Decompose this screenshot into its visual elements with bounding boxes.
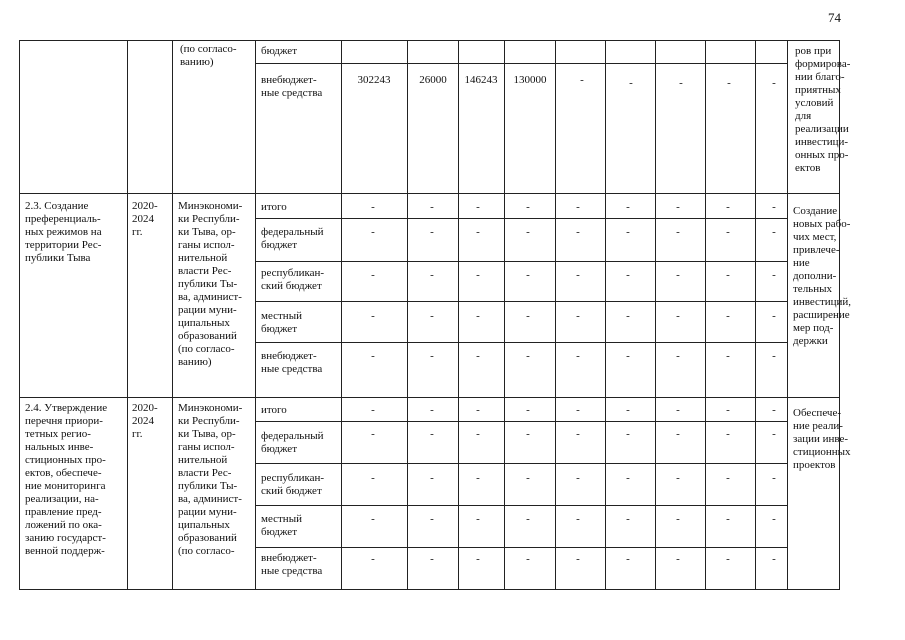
dash-cell: - — [626, 269, 630, 281]
dash-cell: - — [626, 201, 630, 213]
dash-cell: - — [772, 404, 776, 416]
dash-cell: - — [772, 77, 776, 89]
dash-cell: - — [430, 553, 434, 565]
dash-cell: - — [726, 310, 730, 322]
dash-cell: - — [526, 201, 530, 213]
dash-cell: - — [371, 350, 375, 362]
dash-cell: - — [676, 350, 680, 362]
value-cell: 302243 — [357, 74, 391, 86]
value-cell: 146243 — [464, 74, 498, 86]
dash-cell: - — [772, 310, 776, 322]
dash-cell: - — [371, 553, 375, 565]
dash-cell: - — [676, 553, 680, 565]
page-number: 74 — [828, 10, 841, 25]
dash-cell: - — [772, 269, 776, 281]
source-cell: местный бюджет — [261, 513, 302, 538]
dash-cell: - — [576, 350, 580, 362]
dash-cell: - — [476, 472, 480, 484]
dash-cell: - — [726, 201, 730, 213]
col-divider — [127, 41, 128, 589]
dash-cell: - — [371, 269, 375, 281]
dash-cell: - — [676, 472, 680, 484]
dash-cell: - — [430, 513, 434, 525]
dash-cell: - — [430, 350, 434, 362]
dash-cell: - — [371, 513, 375, 525]
dash-cell: - — [626, 428, 630, 440]
dash-cell: - — [676, 226, 680, 238]
row-divider — [255, 218, 787, 219]
dash-cell: - — [679, 77, 683, 89]
dash-cell: - — [476, 553, 480, 565]
dash-cell: - — [580, 74, 584, 86]
dash-cell: - — [576, 310, 580, 322]
col-divider — [787, 41, 788, 589]
executor-cell: (по согласо- ванию) — [180, 43, 237, 68]
source-cell: внебюджет- ные средства — [261, 552, 323, 577]
dash-cell: - — [526, 513, 530, 525]
dash-cell: - — [430, 428, 434, 440]
row-divider — [255, 63, 787, 64]
dash-cell: - — [476, 513, 480, 525]
dash-cell: - — [476, 428, 480, 440]
col-divider — [172, 41, 173, 589]
period-cell: 2020- 2024 гг. — [132, 200, 158, 238]
result-cell: Создание новых рабо- чих мест, привлече- ние дополни- тельных инвестиций, расширение мер под- держки — [793, 205, 852, 347]
dash-cell: - — [576, 269, 580, 281]
row-divider — [255, 342, 787, 343]
dash-cell: - — [430, 201, 434, 213]
col-divider — [504, 41, 505, 589]
dash-cell: - — [772, 201, 776, 213]
dash-cell: - — [430, 226, 434, 238]
row-divider — [20, 193, 839, 194]
dash-cell: - — [476, 201, 480, 213]
col-divider — [341, 41, 342, 589]
dash-cell: - — [772, 226, 776, 238]
row-divider — [255, 421, 787, 422]
dash-cell: - — [371, 201, 375, 213]
dash-cell: - — [626, 513, 630, 525]
dash-cell: - — [526, 404, 530, 416]
dash-cell: - — [576, 472, 580, 484]
dash-cell: - — [526, 350, 530, 362]
dash-cell: - — [430, 310, 434, 322]
row-divider — [255, 261, 787, 262]
dash-cell: - — [576, 201, 580, 213]
dash-cell: - — [371, 428, 375, 440]
dash-cell: - — [430, 269, 434, 281]
executor-cell: Минэкономи- ки Республи- ки Тыва, ор- ганы испол- нительной власти Рес- публики Ты- ва, админист- рации муни- ципальных образований (по согласо- ванию) — [178, 200, 243, 368]
row-divider — [255, 463, 787, 464]
dash-cell: - — [676, 513, 680, 525]
dash-cell: - — [727, 77, 731, 89]
source-cell: республикан- ский бюджет — [261, 472, 325, 497]
value-cell: 26000 — [419, 74, 447, 86]
dash-cell: - — [526, 428, 530, 440]
col-divider — [407, 41, 408, 589]
row-divider — [20, 397, 839, 398]
dash-cell: - — [526, 226, 530, 238]
dash-cell: - — [476, 310, 480, 322]
dash-cell: - — [726, 513, 730, 525]
dash-cell: - — [726, 428, 730, 440]
source-cell: итого — [261, 201, 287, 213]
dash-cell: - — [626, 226, 630, 238]
source-cell: бюджет — [261, 45, 297, 57]
dash-cell: - — [772, 553, 776, 565]
dash-cell: - — [629, 77, 633, 89]
dash-cell: - — [476, 269, 480, 281]
dash-cell: - — [476, 404, 480, 416]
col-divider — [705, 41, 706, 589]
dash-cell: - — [371, 310, 375, 322]
row-divider — [255, 301, 787, 302]
dash-cell: - — [526, 553, 530, 565]
source-cell: федеральный бюджет — [261, 430, 324, 455]
source-cell: внебюджет- ные средства — [261, 74, 323, 99]
col-divider — [755, 41, 756, 589]
dash-cell: - — [371, 404, 375, 416]
dash-cell: - — [371, 472, 375, 484]
dash-cell: - — [772, 350, 776, 362]
col-divider — [555, 41, 556, 589]
dash-cell: - — [476, 350, 480, 362]
source-cell: итого — [261, 404, 287, 416]
dash-cell: - — [726, 404, 730, 416]
dash-cell: - — [576, 553, 580, 565]
result-cell: Обеспече- ние реали- зации инве- стиционных проектов — [793, 407, 851, 471]
dash-cell: - — [526, 269, 530, 281]
dash-cell: - — [576, 404, 580, 416]
col-divider — [605, 41, 606, 589]
dash-cell: - — [626, 472, 630, 484]
dash-cell: - — [526, 310, 530, 322]
dash-cell: - — [772, 428, 776, 440]
dash-cell: - — [430, 472, 434, 484]
source-cell: местный бюджет — [261, 310, 302, 335]
dash-cell: - — [726, 472, 730, 484]
activity-cell: 2.3. Создание преференциаль- ных режимов на территории Рес- публики Тыва — [25, 200, 102, 264]
result-cell: ров при формирова- нии благо- приятных условий для реализации инвестици- онных про- ектов — [795, 45, 851, 174]
dash-cell: - — [676, 404, 680, 416]
executor-cell: Минэкономи- ки Республи- ки Тыва, ор- ганы испол- нительной власти Рес- публики Ты- ва, админист- рации муни- ципальных образований (по согласо- — [178, 402, 243, 557]
dash-cell: - — [626, 404, 630, 416]
dash-cell: - — [476, 226, 480, 238]
source-cell: республикан- ский бюджет — [261, 267, 325, 292]
source-cell: внебюджет- ные средства — [261, 350, 323, 375]
dash-cell: - — [676, 269, 680, 281]
dash-cell: - — [726, 350, 730, 362]
dash-cell: - — [726, 226, 730, 238]
dash-cell: - — [526, 472, 530, 484]
dash-cell: - — [371, 226, 375, 238]
dash-cell: - — [772, 513, 776, 525]
dash-cell: - — [626, 310, 630, 322]
source-cell: федеральный бюджет — [261, 226, 324, 251]
program-table — [19, 40, 852, 590]
period-cell: 2020- 2024 гг. — [132, 402, 158, 440]
dash-cell: - — [626, 350, 630, 362]
activity-cell: 2.4. Утверждение перечня приори- тетных регио- нальных инве- стиционных про- ектов, обеспече- ние мониторинга реализации, на- правление пред- ложений по ока- занию государст- венной поддерж- — [25, 402, 108, 557]
dash-cell: - — [576, 226, 580, 238]
dash-cell: - — [676, 310, 680, 322]
dash-cell: - — [626, 553, 630, 565]
dash-cell: - — [676, 428, 680, 440]
dash-cell: - — [430, 404, 434, 416]
col-divider — [255, 41, 256, 589]
dash-cell: - — [726, 553, 730, 565]
row-divider — [255, 505, 787, 506]
dash-cell: - — [772, 472, 776, 484]
dash-cell: - — [576, 428, 580, 440]
dash-cell: - — [676, 201, 680, 213]
row-divider — [255, 547, 787, 548]
value-cell: 130000 — [513, 74, 547, 86]
col-divider — [655, 41, 656, 589]
col-divider — [458, 41, 459, 589]
dash-cell: - — [726, 269, 730, 281]
dash-cell: - — [576, 513, 580, 525]
